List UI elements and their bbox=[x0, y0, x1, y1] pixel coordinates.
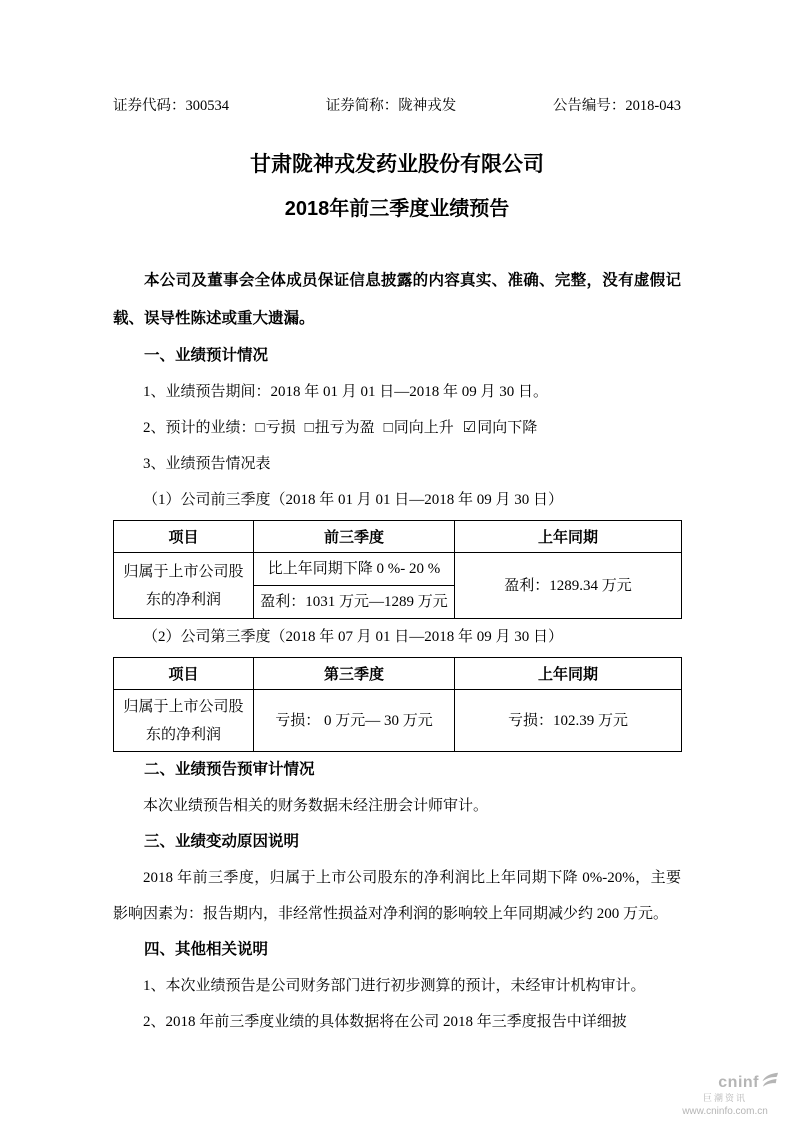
checkbox-unchecked-icon: □ bbox=[255, 420, 265, 436]
ytd-forecast-table bbox=[113, 520, 682, 619]
cninfo-swirl-icon bbox=[760, 1072, 779, 1094]
table1-current-change: 比上年同期下降 0 %- 20 % bbox=[254, 553, 455, 586]
table-row bbox=[114, 690, 682, 752]
table1-row-label: 归属于上市公司股东的净利润 bbox=[114, 553, 254, 619]
forecast-period-line: 1、业绩预告期间：2018 年 01 月 01 日—2018 年 09 月 30 日。 bbox=[143, 384, 549, 400]
table-row bbox=[114, 553, 682, 586]
document-subtitle: 2018年前三季度业绩预告 bbox=[284, 198, 510, 220]
table1-prior-profit: 盈利：1289.34 万元 bbox=[455, 553, 682, 619]
table1-header-item: 项目 bbox=[114, 521, 254, 553]
table1-header-current: 前三季度 bbox=[254, 521, 455, 553]
option-turnaround-label: 扭亏为盈 bbox=[314, 420, 375, 436]
section4-item1: 1、本次业绩预告是公司财务部门进行初步测算的预计，未经审计机构审计。 bbox=[143, 978, 646, 994]
section3-body: 2018 年前三季度，归属于上市公司股东的净利润比上年同期下降 0%-20%，主要影响因素为：报告期内，非经常性损益对净利润的影响较上年同期减少约 200 万元。 bbox=[113, 870, 681, 922]
cninfo-chinese-name: 巨潮资讯 bbox=[702, 1093, 747, 1104]
cninfo-logo bbox=[669, 1072, 781, 1094]
table-header-row bbox=[114, 521, 682, 553]
option-down-label: 同向下降 bbox=[477, 420, 538, 436]
forecast-type-prefix: 2、预计的业绩： bbox=[143, 420, 256, 436]
document-header bbox=[113, 96, 681, 116]
table2-caption: （2）公司第三季度（2018 年 07 月 01 日—2018 年 09 月 30 日） bbox=[143, 629, 564, 645]
announcement-number: 公告编号：2018-043 bbox=[552, 98, 681, 114]
cninfo-wordmark: cninf bbox=[718, 1073, 759, 1091]
section3-heading: 三、业绩变动原因说明 bbox=[144, 833, 300, 850]
option-loss bbox=[256, 420, 296, 436]
cninfo-url: www.cninfo.com.cn bbox=[682, 1106, 768, 1117]
option-same-direction-down bbox=[463, 420, 537, 436]
section4-heading: 四、其他相关说明 bbox=[144, 941, 269, 958]
section2-body: 本次业绩预告相关的财务数据未经注册会计师审计。 bbox=[143, 798, 489, 814]
checkbox-checked-icon: ☑ bbox=[462, 420, 477, 436]
table-header-row bbox=[114, 658, 682, 690]
table2-header-item: 项目 bbox=[114, 658, 254, 690]
option-up-label: 同向上升 bbox=[393, 420, 454, 436]
table2-prior-value: 亏损：102.39 万元 bbox=[455, 690, 682, 752]
option-same-direction-up bbox=[384, 420, 454, 436]
section1-heading: 一、业绩预计情况 bbox=[144, 347, 269, 364]
checkbox-unchecked-icon: □ bbox=[304, 420, 314, 436]
q3-forecast-table bbox=[113, 657, 682, 752]
option-turnaround bbox=[305, 420, 375, 436]
cninfo-watermark bbox=[669, 1072, 781, 1117]
section2-heading: 二、业绩预告预审计情况 bbox=[144, 761, 315, 778]
stock-code: 证券代码：300534 bbox=[113, 98, 229, 114]
table2-header-current: 第三季度 bbox=[254, 658, 455, 690]
section4-item2: 2、2018 年前三季度业绩的具体数据将在公司 2018 年三季度报告中详细披 bbox=[143, 1014, 627, 1030]
table2-current-value: 亏损： 0 万元— 30 万元 bbox=[254, 690, 455, 752]
checkbox-unchecked-icon: □ bbox=[383, 420, 393, 436]
option-loss-label: 亏损 bbox=[265, 420, 296, 436]
table2-row-label: 归属于上市公司股东的净利润 bbox=[114, 690, 254, 752]
company-title: 甘肃陇神戎发药业股份有限公司 bbox=[250, 153, 544, 176]
stock-abbr: 证券简称：陇神戎发 bbox=[325, 98, 457, 114]
table2-header-prior: 上年同期 bbox=[455, 658, 682, 690]
forecast-type-line bbox=[113, 410, 681, 446]
table1-header-prior: 上年同期 bbox=[455, 521, 682, 553]
table1-current-profit: 盈利：1031 万元—1289 万元 bbox=[254, 586, 455, 619]
disclaimer-paragraph: 本公司及董事会全体成员保证信息披露的内容真实、准确、完整，没有虚假记载、误导性陈述或重大遗漏。 bbox=[113, 272, 681, 327]
table1-caption: （1）公司前三季度（2018 年 01 月 01 日—2018 年 09 月 30 日） bbox=[143, 492, 564, 508]
forecast-table-intro: 3、业绩预告情况表 bbox=[143, 456, 271, 472]
